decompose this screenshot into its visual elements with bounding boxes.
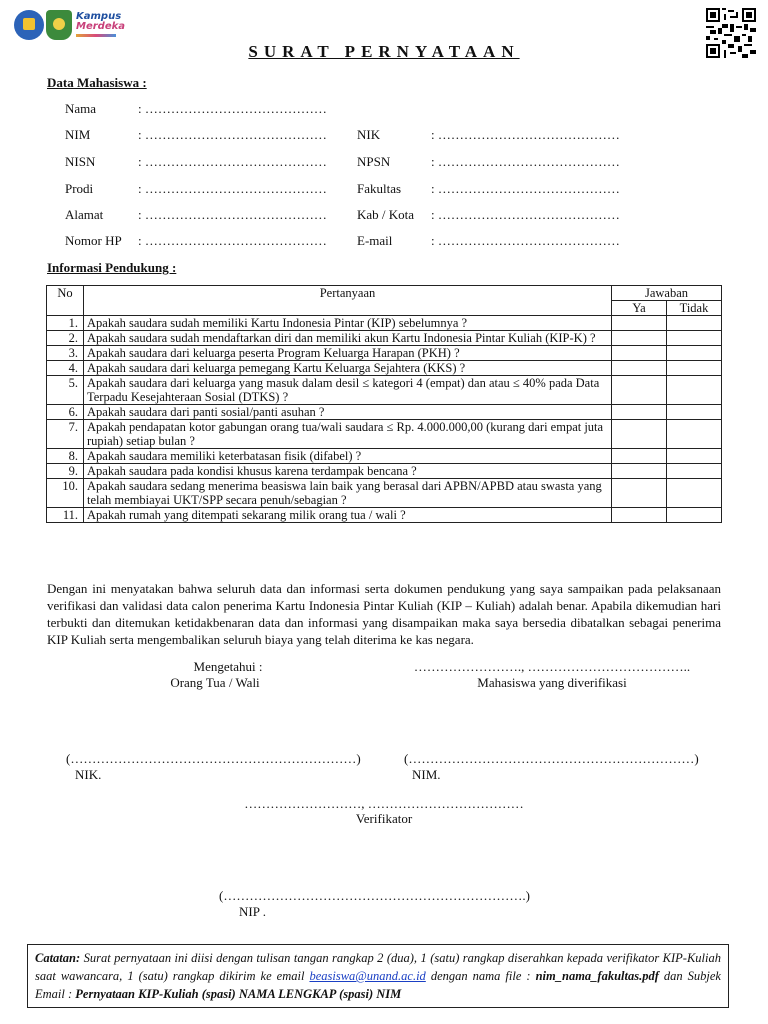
student-nim-label: NIM. (412, 767, 441, 782)
answer-no-cell[interactable] (667, 420, 722, 449)
question-row (47, 508, 722, 523)
label-nama: Nama (65, 101, 97, 116)
verifier-place-date-line[interactable]: ………………………, ……………………………… (244, 796, 524, 811)
university-logo (46, 10, 72, 40)
question-text: Apakah saudara dari keluarga yang masuk dalam desil ≤ kategori 4 (empat) dan atau ≤ 40% pada Data Terpadu Kesejahteraan Sosial (DTKS) ? (84, 376, 612, 405)
answer-yes-cell[interactable] (612, 316, 667, 331)
field-prodi[interactable]: : …………………………………… (138, 181, 327, 197)
declaration-paragraph: Dengan ini menyatakan bahwa seluruh data dan informasi serta dokumen pendukung yang saya sampaikan pada pelaksanaan verifikasi dan validasi data calon penerima Kartu Indonesia Pintar Kuliah (KIP – Kuliah) adalah benar. Apabila dikemudian hari terbukti dan ditemukan ketidakbenaran data dan informasi yang disampaikan maka saya bersedia dibatalkan sebagai penerima KIP Kuliah serta mengembalikan seluruh biaya yang telah diterima ke kas negara. (47, 581, 721, 647)
note-filename: nim_nama_fakultas.pdf (535, 969, 659, 983)
question-number: 11. (47, 508, 84, 523)
question-text: Apakah saudara sedang menerima beasiswa lain baik yang berasal dari APBN/APBD atau swasta yang telah membiayai UKT/SPP secara penuh/sebagian ? (84, 479, 612, 508)
note-text-1: Surat pernyataan ini diisi dengan tulisan tangan rangkap 2 (dua), 1 (satu) rangkap diserahkan kepada verifikator KIP-Kuliah saat wawancara, 1 (satu) rangkap dikirim ke email (35, 951, 721, 983)
kemendikbud-logo (14, 10, 44, 40)
kampus-merdeka-logo-line-1: Kampus (76, 11, 122, 22)
answer-no-cell[interactable] (667, 316, 722, 331)
section-heading-informasi-pendukung: Informasi Pendukung : (47, 260, 177, 275)
label-nisn: NISN (65, 154, 96, 169)
parent-label: Orang Tua / Wali (170, 675, 260, 690)
field-fakultas[interactable]: : …………………………………… (431, 181, 620, 197)
label-alamat: Alamat (65, 207, 104, 222)
answer-yes-cell[interactable] (612, 331, 667, 346)
answer-yes-cell[interactable] (612, 376, 667, 405)
field-nim[interactable]: : …………………………………… (138, 127, 327, 143)
label-email: E-mail (357, 233, 393, 248)
field-nomor-hp[interactable]: : …………………………………… (138, 233, 327, 249)
question-number: 9. (47, 464, 84, 479)
field-npsn[interactable]: : …………………………………… (431, 154, 620, 170)
answer-no-cell[interactable] (667, 376, 722, 405)
question-number: 10. (47, 479, 84, 508)
col-question-header: Pertanyaan (84, 286, 612, 316)
answer-no-cell[interactable] (667, 449, 722, 464)
parent-nik-label: NIK. (75, 767, 102, 782)
question-row (47, 464, 722, 479)
question-text: Apakah saudara pada kondisi khusus karena terdampak bencana ? (84, 464, 612, 479)
question-number: 3. (47, 346, 84, 361)
question-text: Apakah saudara sudah memiliki Kartu Indonesia Pintar (KIP) sebelumnya ? (84, 316, 612, 331)
question-row (47, 479, 722, 508)
question-row (47, 449, 722, 464)
answer-no-cell[interactable] (667, 346, 722, 361)
question-text: Apakah rumah yang ditempati sekarang milik orang tua / wali ? (84, 508, 612, 523)
question-number: 4. (47, 361, 84, 376)
answer-no-cell[interactable] (667, 464, 722, 479)
section-heading-data-mahasiswa: Data Mahasiswa : (47, 75, 147, 90)
page-title: SURAT PERNYATAAN (248, 42, 520, 61)
place-date-line[interactable]: ……………………., ……………………………….. (413, 659, 691, 674)
col-yes-header: Ya (612, 301, 667, 316)
label-nomor-hp: Nomor HP (65, 233, 122, 248)
question-text: Apakah saudara sudah mendaftarkan diri dan memiliki akun Kartu Indonesia Pintar Kuliah (KIP-K) ? (84, 331, 612, 346)
answer-no-cell[interactable] (667, 331, 722, 346)
question-text: Apakah pendapatan kotor gabungan orang tua/wali saudara ≤ Rp. 4.000.000,00 (kurang dari empat juta rupiah) setiap bulan ? (84, 420, 612, 449)
verifier-nip-label: NIP . (239, 904, 266, 919)
question-number: 6. (47, 405, 84, 420)
question-number: 2. (47, 331, 84, 346)
kampus-merdeka-logo (76, 12, 125, 37)
verifier-label: Verifikator (355, 811, 413, 826)
answer-yes-cell[interactable] (612, 479, 667, 508)
email-link[interactable]: beasiswa@unand.ac.id (309, 969, 426, 983)
parent-signature-line[interactable]: (…………………………………………………………) (66, 751, 361, 766)
question-row (47, 420, 722, 449)
label-kab-kota: Kab / Kota (357, 207, 415, 222)
question-text: Apakah saudara dari keluarga peserta Program Keluarga Harapan (PKH) ? (84, 346, 612, 361)
answer-no-cell[interactable] (667, 405, 722, 420)
field-nama[interactable]: : …………………………………… (138, 101, 327, 117)
col-notd-header: Tidak (667, 301, 722, 316)
question-number: 8. (47, 449, 84, 464)
note-box (27, 944, 729, 1008)
question-row (47, 331, 722, 346)
answer-yes-cell[interactable] (612, 464, 667, 479)
col-answer-header: Jawaban (612, 286, 722, 301)
answer-yes-cell[interactable] (612, 405, 667, 420)
answer-yes-cell[interactable] (612, 420, 667, 449)
mengetahui-label: Mengetahui : (193, 659, 263, 674)
question-text: Apakah saudara memiliki keterbatasan fisik (difabel) ? (84, 449, 612, 464)
field-alamat[interactable]: : …………………………………… (138, 207, 327, 223)
verifier-signature-line[interactable]: (…………………………………………………………….) (219, 888, 530, 903)
question-row (47, 376, 722, 405)
label-nim: NIM (65, 127, 91, 142)
answer-yes-cell[interactable] (612, 508, 667, 523)
answer-yes-cell[interactable] (612, 346, 667, 361)
note-label: Catatan: (35, 951, 81, 965)
field-email[interactable]: : …………………………………… (431, 233, 620, 249)
label-nik: NIK (357, 127, 381, 142)
note-subject: Pernyataan KIP-Kuliah (spasi) NAMA LENGKAP (spasi) NIM (75, 987, 402, 1001)
label-prodi: Prodi (65, 181, 94, 196)
student-signature-line[interactable]: (…………………………………………………………) (404, 751, 699, 766)
answer-no-cell[interactable] (667, 508, 722, 523)
col-no-header: No (47, 286, 84, 316)
label-fakultas: Fakultas (357, 181, 402, 196)
question-rows (47, 316, 722, 523)
question-number: 1. (47, 316, 84, 331)
field-nisn[interactable]: : …………………………………… (138, 154, 327, 170)
note-text-3: dan Subjek Email : (35, 969, 721, 1001)
kampus-merdeka-logo-line-2: Merdeka (76, 21, 126, 32)
field-nik[interactable]: : …………………………………… (431, 127, 620, 143)
answer-no-cell[interactable] (667, 361, 722, 376)
answer-no-cell[interactable] (667, 479, 722, 508)
question-row (47, 346, 722, 361)
field-kab-kota[interactable]: : …………………………………… (431, 207, 620, 223)
question-text: Apakah saudara dari keluarga pemegang Kartu Keluarga Sejahtera (KKS) ? (84, 361, 612, 376)
question-number: 7. (47, 420, 84, 449)
question-table (46, 285, 722, 523)
question-number: 5. (47, 376, 84, 405)
question-row (47, 361, 722, 376)
label-npsn: NPSN (357, 154, 391, 169)
student-verified-label: Mahasiswa yang diverifikasi (477, 675, 627, 690)
question-row (47, 405, 722, 420)
question-row (47, 316, 722, 331)
answer-yes-cell[interactable] (612, 361, 667, 376)
question-text: Apakah saudara dari panti sosial/panti asuhan ? (84, 405, 612, 420)
note-text-2: dengan nama file : (425, 969, 536, 983)
answer-yes-cell[interactable] (612, 449, 667, 464)
